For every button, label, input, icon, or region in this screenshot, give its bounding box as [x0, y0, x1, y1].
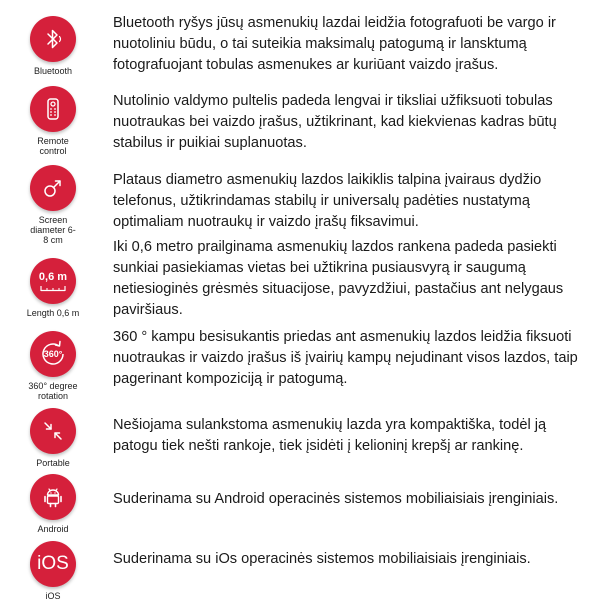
feature-icon-label: Android [37, 524, 69, 534]
portable-icon [30, 408, 76, 454]
feature-description: Suderinama su iOs operacinės sistemos mobiliaisiais įrenginiais. [113, 551, 531, 567]
feature-icon-label: Portable [36, 458, 70, 468]
feature-description: Bluetooth ryšys jūsų asmenukių lazdai leidžia fotografuoti be vargo ir nuotoliniu būdu, o tai suteikia maksimalų patogumą ir lansktumą fotografuojant tobulas asmenukes ar kuriūant vaizdo įrašus. [113, 15, 556, 73]
remote-control-icon [30, 86, 76, 132]
ios-icon [30, 541, 76, 587]
android-icon [30, 474, 76, 520]
feature-description: Nutolinio valdymo pultelis padeda lengvai ir tiksliai užfiksuoti tobulas nuotraukas bei vaizdo įrašus, užtikrinant, kad kiekvienas kadras būtų stabilus ir puikiai suplanuotas. [113, 93, 557, 151]
feature-description: 360 ° kampu besisukantis priedas ant asmenukių lazdos leidžia fiksuoti nuotraukas ir vaizdo įrašus iš įvairių kampų nejudinant visos lazdos, taip pagerinant kompoziciją ir patogumą. [113, 329, 578, 387]
feature-description: Plataus diametro asmenukių lazdos laikiklis talpina įvairaus dydžio telefonus, užtikrindamas stabilų ir universalų padėties nustatymą optimaliam nuotraukų ir vaizdo įrašų fiksavimui. [113, 172, 542, 230]
feature-icon-label: Length 0,6 m [26, 308, 80, 318]
feature-icon-column [10, 408, 96, 468]
feature-icon-label: Remote control [37, 136, 69, 156]
feature-description: Iki 0,6 metro prailginama asmenukių lazdos rankena padeda pasiekti sunkiai pasiekiamas vietas bei užtikrina pusiausvyrą ir saugumą netiesioginės grėsmės situacijose, pavyzdžiui, pastačius ant nelygaus paviršiaus. [113, 239, 564, 318]
bluetooth-icon [30, 16, 76, 62]
feature-icon-column [10, 331, 96, 401]
feature-icon-column [10, 86, 96, 156]
screen-diameter-icon [30, 165, 76, 211]
feature-icon-label: 360° degree rotation [28, 381, 78, 401]
feature-icon-column [10, 541, 96, 601]
feature-icon-label: Bluetooth [33, 66, 73, 76]
rotation-badge: 360° [43, 349, 63, 359]
feature-icon-column [10, 258, 96, 318]
feature-icon-column [10, 165, 96, 245]
length-badge: 0,6 m [38, 270, 68, 283]
feature-icon-column [10, 474, 96, 534]
length-icon [30, 258, 76, 304]
feature-description: Nešiojama sulankstoma asmenukių lazda yra kompaktiška, todėl ją patogu tiek nešti rankoje, tiek įsidėti į kelioninį krepšį ar rankinę. [113, 417, 547, 454]
feature-description: Suderinama su Android operacinės sistemos mobiliaisiais įrenginiais. [113, 491, 559, 507]
ios-badge: iOS [37, 553, 69, 574]
feature-icon-label: Screen diameter 6-8 cm [30, 215, 76, 245]
rotation-360-icon [30, 331, 76, 377]
feature-icon-label: iOS [45, 591, 61, 601]
feature-icon-column [10, 16, 96, 76]
